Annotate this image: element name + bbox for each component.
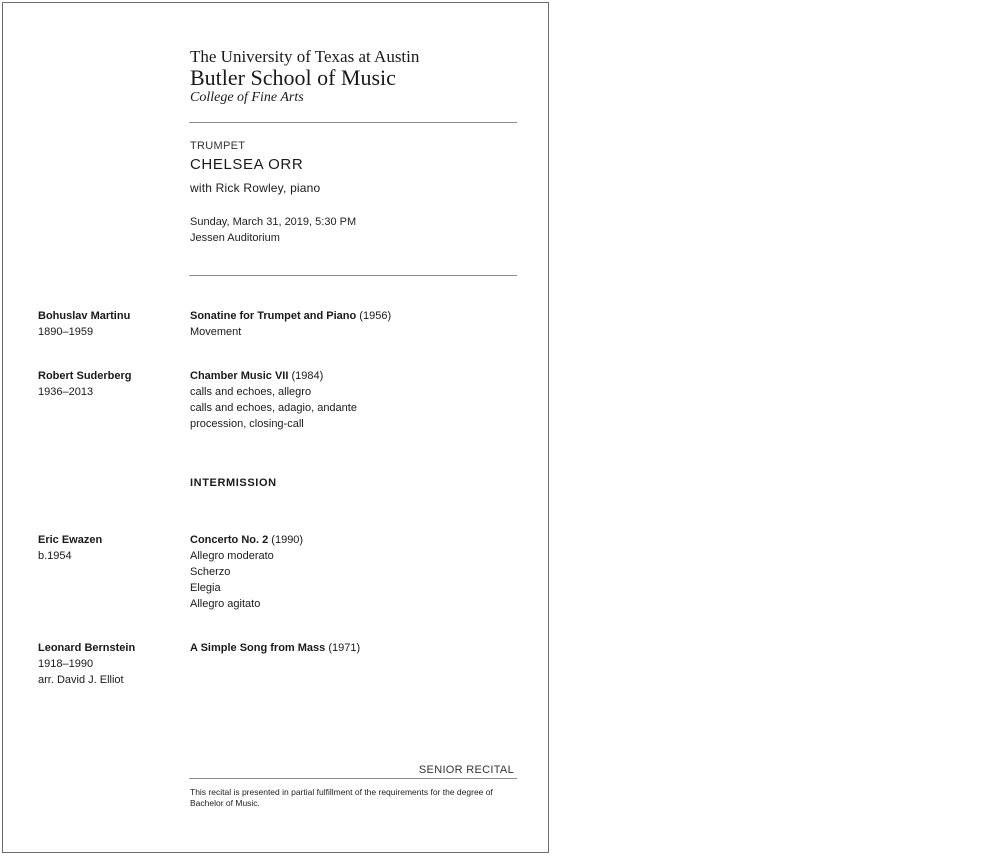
composer-dates: 1890–1959	[38, 326, 94, 338]
movement: Allegro agitato	[190, 598, 261, 610]
movement: Allegro moderato	[190, 550, 274, 562]
movement: Scherzo	[190, 566, 231, 578]
movement: calls and echoes, adagio, andante	[190, 402, 357, 414]
composer-block	[38, 640, 135, 688]
recital-venue: Jessen Auditorium	[190, 232, 280, 244]
work-title: Chamber Music VII	[190, 370, 289, 382]
composer-dates: 1936–2013	[38, 386, 94, 398]
work-block	[190, 308, 391, 340]
recital-date: Sunday, March 31, 2019, 5:30 PM	[190, 216, 357, 228]
instrument-label: TRUMPET	[190, 140, 246, 152]
school-name: Butler School of Music	[190, 65, 396, 90]
composer-dates: 1918–1990	[38, 658, 94, 670]
footer-divider	[189, 778, 517, 779]
composer-block	[38, 368, 132, 400]
work-year: (1984)	[288, 370, 324, 382]
composer-name: Bohuslav Martinu	[38, 310, 131, 322]
composer-block	[38, 308, 130, 340]
college-name: College of Fine Arts	[190, 90, 304, 105]
header-divider	[189, 122, 517, 123]
movement: Elegia	[190, 582, 221, 594]
work-year: (1956)	[356, 310, 392, 322]
composer-block	[38, 532, 102, 564]
program-page	[2, 2, 549, 853]
work-title: Sonatine for Trumpet and Piano	[190, 310, 357, 322]
work-year: (1990)	[268, 534, 304, 546]
intermission-label: INTERMISSION	[190, 477, 277, 489]
senior-recital-label: SENIOR RECITAL	[418, 764, 514, 776]
work-block	[190, 368, 357, 432]
degree-note: This recital is presented in partial fulfillment of the requirements for the degree of Bachelor of Music.	[190, 787, 493, 808]
work-block	[190, 640, 360, 656]
arranger: arr. David J. Elliot	[38, 674, 124, 686]
program-divider	[189, 275, 517, 276]
work-title: A Simple Song from Mass	[190, 642, 326, 654]
accompanist-line: with Rick Rowley, piano	[190, 181, 321, 195]
university-name: The University of Texas at Austin	[190, 47, 420, 66]
composer-name: Leonard Bernstein	[38, 642, 136, 654]
movement: procession, closing-call	[190, 418, 304, 430]
movement: Movement	[190, 326, 242, 338]
composer-name: Eric Ewazen	[38, 534, 103, 546]
composer-dates: b.1954	[38, 550, 72, 562]
work-title: Concerto No. 2	[190, 534, 269, 546]
movement: calls and echoes, allegro	[190, 386, 312, 398]
work-year: (1971)	[325, 642, 361, 654]
performer-name: CHELSEA ORR	[190, 156, 304, 173]
composer-name: Robert Suderberg	[38, 370, 132, 382]
work-block	[190, 532, 303, 612]
